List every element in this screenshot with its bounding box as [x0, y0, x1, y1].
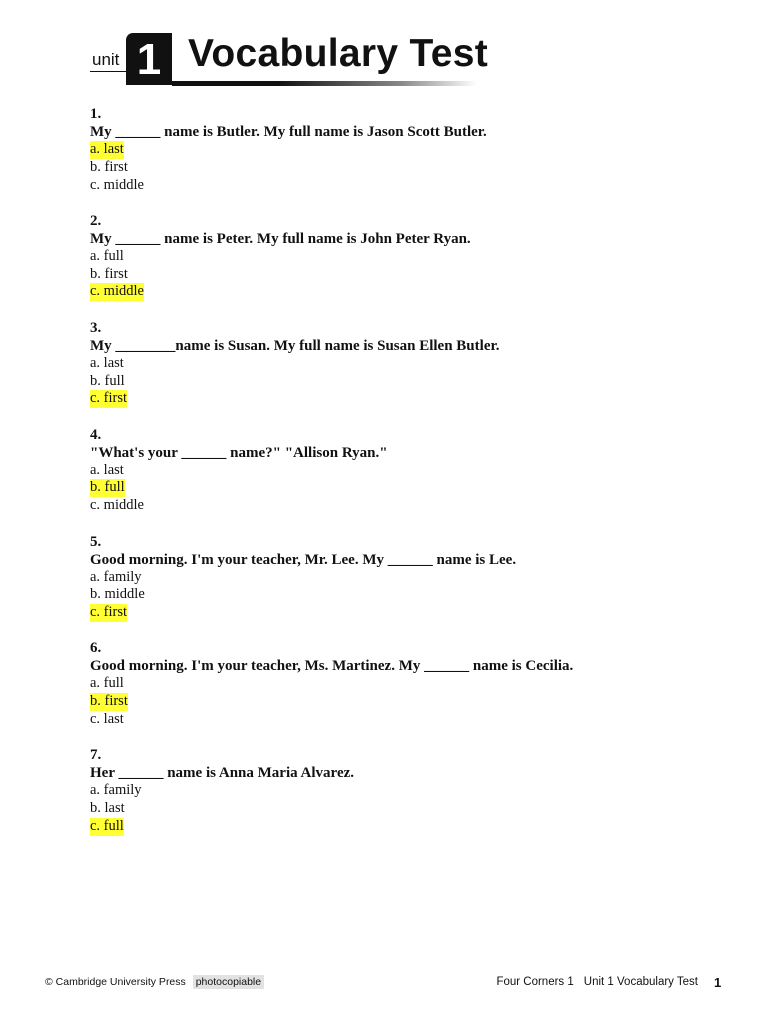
- answer-option-label: a. full: [90, 675, 124, 692]
- answer-option-label: a. full: [90, 247, 124, 264]
- footer-test-name: Unit 1 Vocabulary Test: [583, 976, 698, 988]
- question-item: [90, 105, 710, 194]
- question-text: "What's your ______ name?" "Allison Ryan.": [90, 444, 388, 461]
- answer-option[interactable]: [90, 266, 710, 284]
- answer-option[interactable]: [90, 711, 710, 729]
- question-number: 6.: [90, 640, 102, 657]
- page-number: 1: [714, 975, 722, 990]
- answer-option-label: c. first: [90, 604, 128, 621]
- answer-option[interactable]: [90, 390, 710, 408]
- answer-option-label: c. middle: [90, 283, 144, 300]
- photocopiable-badge: photocopiable: [193, 975, 264, 989]
- question-text: My ______ name is Peter. My full name is John Peter Ryan.: [90, 230, 471, 247]
- answer-option-label: a. family: [90, 568, 142, 585]
- answer-option[interactable]: [90, 782, 710, 800]
- question-number: 5.: [90, 533, 102, 550]
- answer-option[interactable]: [90, 141, 710, 159]
- question-item: [90, 426, 710, 515]
- answer-option[interactable]: [90, 283, 710, 301]
- answer-option-label: a. last: [90, 141, 124, 157]
- answer-option[interactable]: [90, 800, 710, 818]
- page-title: Vocabulary Test: [188, 32, 488, 75]
- question-list: [90, 105, 710, 853]
- answer-option[interactable]: [90, 497, 710, 515]
- answer-option[interactable]: [90, 462, 710, 480]
- answer-option-label: b. last: [90, 800, 125, 817]
- unit-underline: [90, 71, 126, 72]
- page-header: [90, 30, 490, 88]
- answer-option[interactable]: [90, 604, 710, 622]
- answer-option-label: c. full: [90, 817, 124, 834]
- footer-copyright: [45, 976, 264, 988]
- answer-option-label: b. full: [90, 479, 125, 496]
- question-item: [90, 212, 710, 301]
- question-text: Her ______ name is Anna Maria Alvarez.: [90, 765, 355, 782]
- question-item: [90, 533, 710, 622]
- answer-option[interactable]: [90, 479, 710, 497]
- answer-option[interactable]: [90, 586, 710, 604]
- question-item: [90, 639, 710, 728]
- answer-option[interactable]: [90, 675, 710, 693]
- question-text: Good morning. I'm your teacher, Mr. Lee. My ______ name is Lee.: [90, 551, 517, 568]
- question-number: 4.: [90, 426, 102, 443]
- answer-option-label: c. first: [90, 390, 128, 407]
- answer-option[interactable]: [90, 177, 710, 195]
- question-text: Good morning. I'm your teacher, Ms. Martinez. My ______ name is Cecilia.: [90, 658, 574, 675]
- answer-option[interactable]: [90, 248, 710, 266]
- question-text: My ______ name is Butler. My full name is Jason Scott Butler.: [90, 124, 487, 140]
- answer-option[interactable]: [90, 373, 710, 391]
- footer-book-info: [496, 976, 698, 988]
- answer-option-label: a. last: [90, 461, 124, 478]
- answer-option-label: b. first: [90, 158, 128, 175]
- answer-option[interactable]: [90, 818, 710, 836]
- question-item: [90, 746, 710, 835]
- answer-option-label: b. first: [90, 265, 128, 282]
- question-text: My ________name is Susan. My full name is Susan Ellen Butler.: [90, 337, 500, 354]
- answer-option-label: c. middle: [90, 497, 144, 514]
- answer-option-label: b. full: [90, 372, 125, 389]
- answer-option[interactable]: [90, 569, 710, 587]
- title-rule: [172, 81, 477, 86]
- answer-option-label: b. middle: [90, 586, 145, 603]
- answer-option[interactable]: [90, 355, 710, 373]
- answer-option-label: c. last: [90, 711, 124, 728]
- question-number: 3.: [90, 319, 102, 336]
- answer-option-label: a. family: [90, 782, 142, 799]
- question-item: [90, 319, 710, 408]
- answer-option-label: c. middle: [90, 176, 144, 193]
- copyright-text: © Cambridge University Press: [45, 976, 186, 988]
- answer-option-label: a. last: [90, 354, 124, 371]
- question-number: 2.: [90, 212, 102, 229]
- unit-number-badge: 1: [126, 33, 172, 85]
- question-number: 1.: [90, 106, 102, 122]
- unit-label: unit: [92, 50, 120, 69]
- answer-option-label: b. first: [90, 693, 128, 710]
- question-number: 7.: [90, 747, 102, 764]
- answer-option[interactable]: [90, 159, 710, 177]
- answer-option[interactable]: [90, 693, 710, 711]
- footer-book-title: Four Corners 1: [496, 976, 574, 988]
